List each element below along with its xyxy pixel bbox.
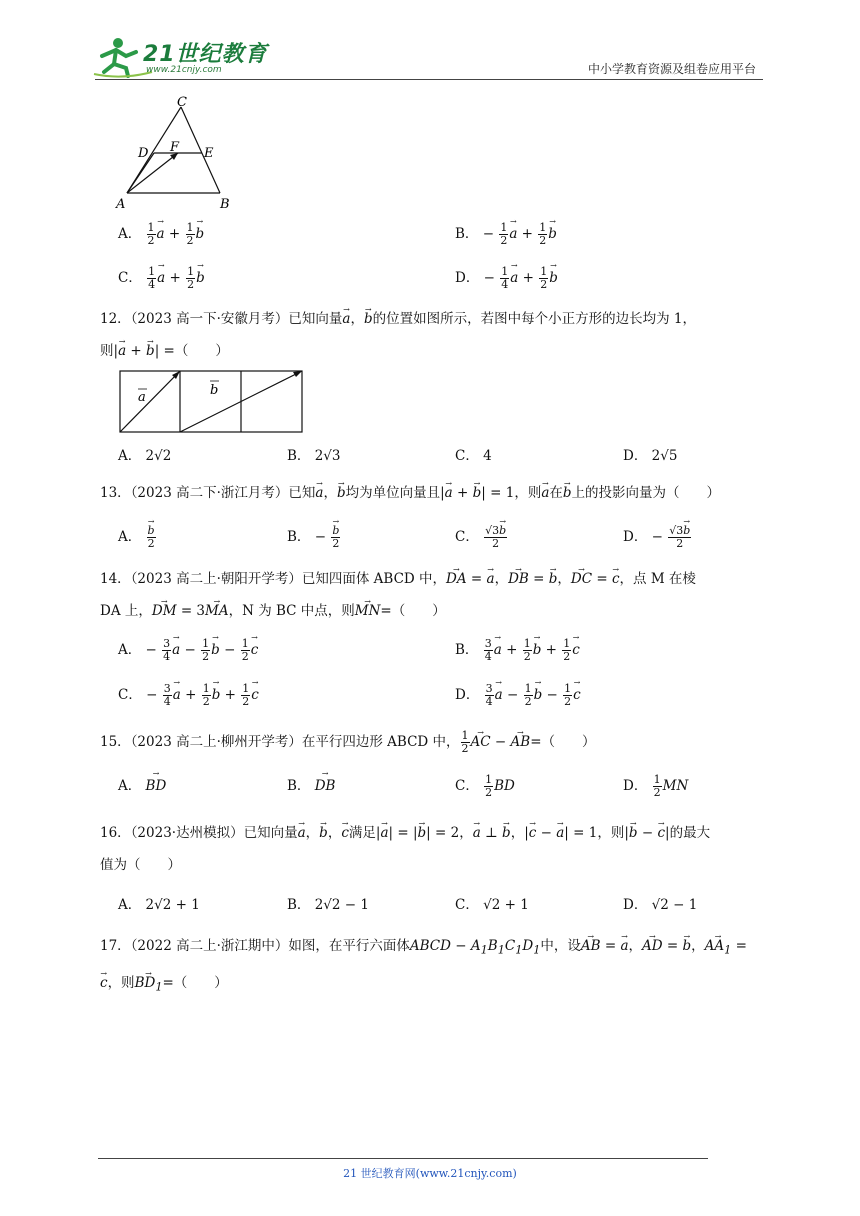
logo-text: 21世纪教育 [143, 42, 268, 67]
q15-option-d[interactable]: D． $\frac{1}{2}$ MN [623, 773, 689, 799]
label-a: A [116, 197, 126, 212]
q13-option-d[interactable]: D． − $\frac{√3\to b}{2}$ [623, 525, 692, 550]
q17-stem: 17．（2022 高二上·浙江期中）如图，在平行六面体ABCD − $A_1B_1C_1D_1$中，设→ AB = → a，→ AD = → b，→ $AA_1$ = → c，则→ $BD_1=$（ ） [100, 930, 770, 1003]
logo-url: www.21cnjy.com [146, 65, 222, 75]
q11-option-c[interactable]: C． $\frac{1}{4}$ → a + $\frac{1}{2}$ → b [118, 266, 205, 291]
q16-option-a[interactable]: A． 2√2 + 1 [118, 897, 200, 913]
q13-option-c[interactable]: C． $\frac{√3\to b}{2}$ [455, 525, 508, 550]
q14-option-d[interactable]: D． $\frac{3}{4}$ → a − $\frac{1}{2}$ → b − $\frac{1}{2}$ → c [455, 683, 581, 708]
q15-option-b[interactable]: B． → DB [287, 774, 335, 794]
q16-option-c[interactable]: C． √2 + 1 [455, 897, 529, 913]
q14-option-b[interactable]: B． $\frac{3}{4}$ → a + $\frac{1}{2}$ → b + $\frac{1}{2}$ → c [455, 638, 580, 663]
q14-stem: 14．（2023 高二上·朝阳开学考）已知四面体 ABCD 中，→ DA = → a，→ DB = → b，→ DC = → c，点 M 在棱 DA 上，→ DM = 3→ MA，N 为 BC 中点，则→ MN=（ ） [100, 563, 770, 627]
q12-option-b[interactable]: B． 2√3 [287, 448, 341, 464]
q11-option-a[interactable]: A． $\frac{1}{2}$ → a + $\frac{1}{2}$ → b [118, 222, 204, 247]
q15-stem: 15．（2023 高二上·柳州开学考）在平行四边形 ABCD 中， $\frac{1}{2}$ → AC − → AB=（ ） [100, 726, 770, 758]
q13-option-a[interactable]: A． → $\frac{b}{2}$ [118, 525, 157, 550]
q14-option-a[interactable]: A． − $\frac{3}{4}$ → a − $\frac{1}{2}$ → b − $\frac{1}{2}$ → c [118, 638, 258, 663]
header-divider [95, 79, 763, 80]
q16-option-b[interactable]: B． 2√2 − 1 [287, 897, 369, 913]
q12-grid-figure [118, 369, 304, 435]
label-d: D [138, 146, 149, 161]
label-f: F [170, 140, 180, 155]
q13-stem: 13．（2023 高二下·浙江月考）已知→ a，→ b均为单位向量且|→ a + → b| = 1，则→ a在→ b上的投影向量为（ ） [100, 477, 770, 509]
q16-option-d[interactable]: D． √2 − 1 [623, 897, 698, 913]
q15-option-c[interactable]: C． $\frac{1}{2}$ BD [455, 773, 515, 799]
q12-vector-a-label: a [138, 390, 146, 405]
footer-text[interactable]: 21 世纪教育网(www.21cnjy.com) [343, 1167, 517, 1180]
q11-option-d[interactable]: D． − $\frac{1}{4}$ → a + $\frac{1}{2}$ → b [455, 266, 558, 291]
q11-option-b[interactable]: B． − $\frac{1}{2}$ → a + $\frac{1}{2}$ → b [455, 222, 557, 247]
triangle-figure [110, 94, 240, 212]
q12-option-c[interactable]: C． 4 [455, 448, 492, 464]
q14-option-c[interactable]: C． − $\frac{3}{4}$ → a + $\frac{1}{2}$ → b + $\frac{1}{2}$ → c [118, 683, 259, 708]
header-platform-name: 中小学教育资源及组卷应用平台 [587, 62, 756, 76]
q12-vector-b-label: b [210, 383, 219, 398]
q15-option-a[interactable]: A． → BD [118, 774, 166, 794]
q13-option-b[interactable]: B． − → $\frac{b}{2}$ [287, 525, 341, 550]
q12-option-a[interactable]: A． 2√2 [118, 448, 172, 464]
label-e: E [204, 146, 214, 161]
label-c: C [177, 95, 187, 110]
q12-stem: 12．（2023 高一下·安徽月考）已知向量→ a，→ b的位置如图所示，若图中每个小正方形的边长均为 1， 则|→ a + → b| =（ ） [100, 303, 770, 367]
label-b: B [220, 197, 230, 212]
q12-option-d[interactable]: D． 2√5 [623, 448, 678, 464]
footer-divider [98, 1158, 708, 1159]
q16-stem: 16．（2023·达州模拟）已知向量→ a，→ b，→ c满足|→ a| = |→ b| = 2，→ a ⊥ → b，|→ c − → a| = 1，则|→ b − → c|的最大 值为（ ） [100, 817, 770, 881]
